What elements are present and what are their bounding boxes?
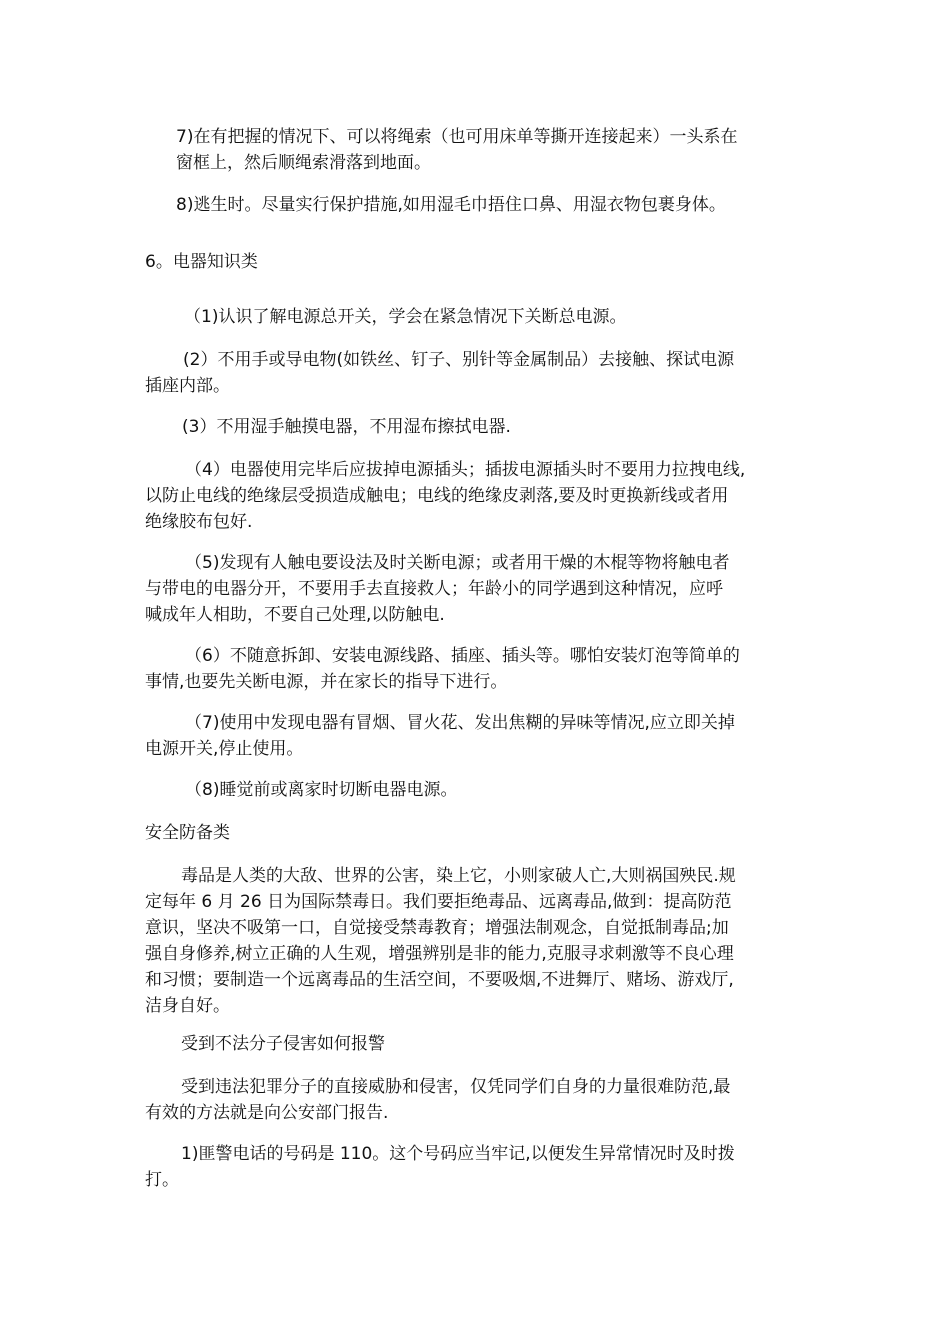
text-line: 以防止电线的绝缘层受损造成触电；电线的绝缘皮剥落,要及时更换新线或者用: [145, 486, 729, 506]
paragraph-electrical-3: [182, 414, 511, 440]
text-line: 和习惯；要制造一个远离毒品的生活空间，不要吸烟,不进舞厅、赌场、游戏厅,: [145, 970, 734, 990]
text-line: 打。: [145, 1170, 179, 1190]
paragraph-electrical-7: [145, 710, 735, 762]
paragraph-police-number: [145, 1141, 735, 1193]
text-line: （6）不随意拆卸、安装电源线路、插座、插头等。哪怕安装灯泡等简单的: [185, 646, 740, 666]
text-line: 8)逃生时。尽量实行保护措施,如用湿毛巾捂住口鼻、用湿衣物包裹身体。: [176, 195, 726, 215]
text-line: (3）不用湿手触摸电器，不用湿布擦拭电器.: [182, 417, 511, 437]
text-line: 洁身自好。: [145, 996, 230, 1016]
text-line: 与带电的电器分开，不要用手去直接救人；年龄小的同学遇到这种情况，应呼: [145, 579, 723, 599]
paragraph-electrical-1: [184, 304, 626, 330]
text-line: 有效的方法就是向公安部门报告.: [145, 1103, 389, 1123]
text-line: （4）电器使用完毕后应拔掉电源插头；插拔电源插头时不要用力拉拽电线,: [185, 460, 746, 480]
paragraph-electrical-8: [185, 777, 457, 803]
text-line: 毒品是人类的大敌、世界的公害，染上它，小则家破人亡,大则祸国殃民.规: [181, 866, 736, 886]
paragraph-electrical-6: [145, 643, 740, 695]
paragraph-report-heading: [181, 1031, 385, 1057]
paragraph-drugs: [145, 863, 736, 1019]
section-heading-electrical: 6。电器知识类: [145, 252, 258, 272]
text-line: (2）不用手或导电物(如铁丝、钉子、别针等金属制品）去接触、探试电源: [183, 350, 735, 370]
text-line: 定每年 6 月 26 日为国际禁毒日。我们要拒绝毒品、远离毒品,做到：提高防范: [145, 892, 732, 912]
text-line: 插座内部。: [145, 376, 230, 396]
paragraph-report-intro: [145, 1074, 730, 1126]
paragraph-rope-escape: [176, 124, 737, 176]
text-line: 1)匪警电话的号码是 110。这个号码应当牢记,以便发生异常情况时及时拨: [181, 1144, 735, 1164]
text-line: 事情,也要先关断电源，并在家长的指导下进行。: [145, 672, 508, 692]
text-line: 喊成年人相助，不要自己处理,以防触电.: [145, 605, 445, 625]
text-line: 受到违法犯罪分子的直接威胁和侵害，仅凭同学们自身的力量很难防范,最: [181, 1077, 731, 1097]
text-line: 窗框上，然后顺绳索滑落到地面。: [176, 153, 431, 173]
section-heading-safety: 安全防备类: [145, 823, 230, 843]
paragraph-electrical-4: [145, 457, 745, 535]
text-line: （8)睡觉前或离家时切断电器电源。: [185, 780, 458, 800]
text-line: 强自身修养,树立正确的人生观，增强辨别是非的能力,克服寻求刺激等不良心理: [145, 944, 734, 964]
text-line: （1)认识了解电源总开关，学会在紧急情况下关断总电源。: [184, 307, 627, 327]
text-line: 受到不法分子侵害如何报警: [181, 1034, 385, 1054]
text-line: （5)发现有人触电要设法及时关断电源；或者用干燥的木棍等物将触电者: [185, 553, 730, 573]
text-line: 7)在有把握的情况下、可以将绳索（也可用床单等撕开连接起来）一头系在: [176, 127, 738, 147]
text-line: 绝缘胶布包好.: [145, 512, 253, 532]
paragraph-protection: [176, 192, 726, 218]
text-line: （7)使用中发现电器有冒烟、冒火花、发出焦糊的异味等情况,应立即关掉: [185, 713, 735, 733]
text-line: 电源开关,停止使用。: [145, 739, 304, 759]
paragraph-electrical-2: [145, 347, 734, 399]
paragraph-electrical-5: [145, 550, 729, 628]
text-line: 意识，坚决不吸第一口，自觉接受禁毒教育；增强法制观念，自觉抵制毒品;加: [145, 918, 729, 938]
